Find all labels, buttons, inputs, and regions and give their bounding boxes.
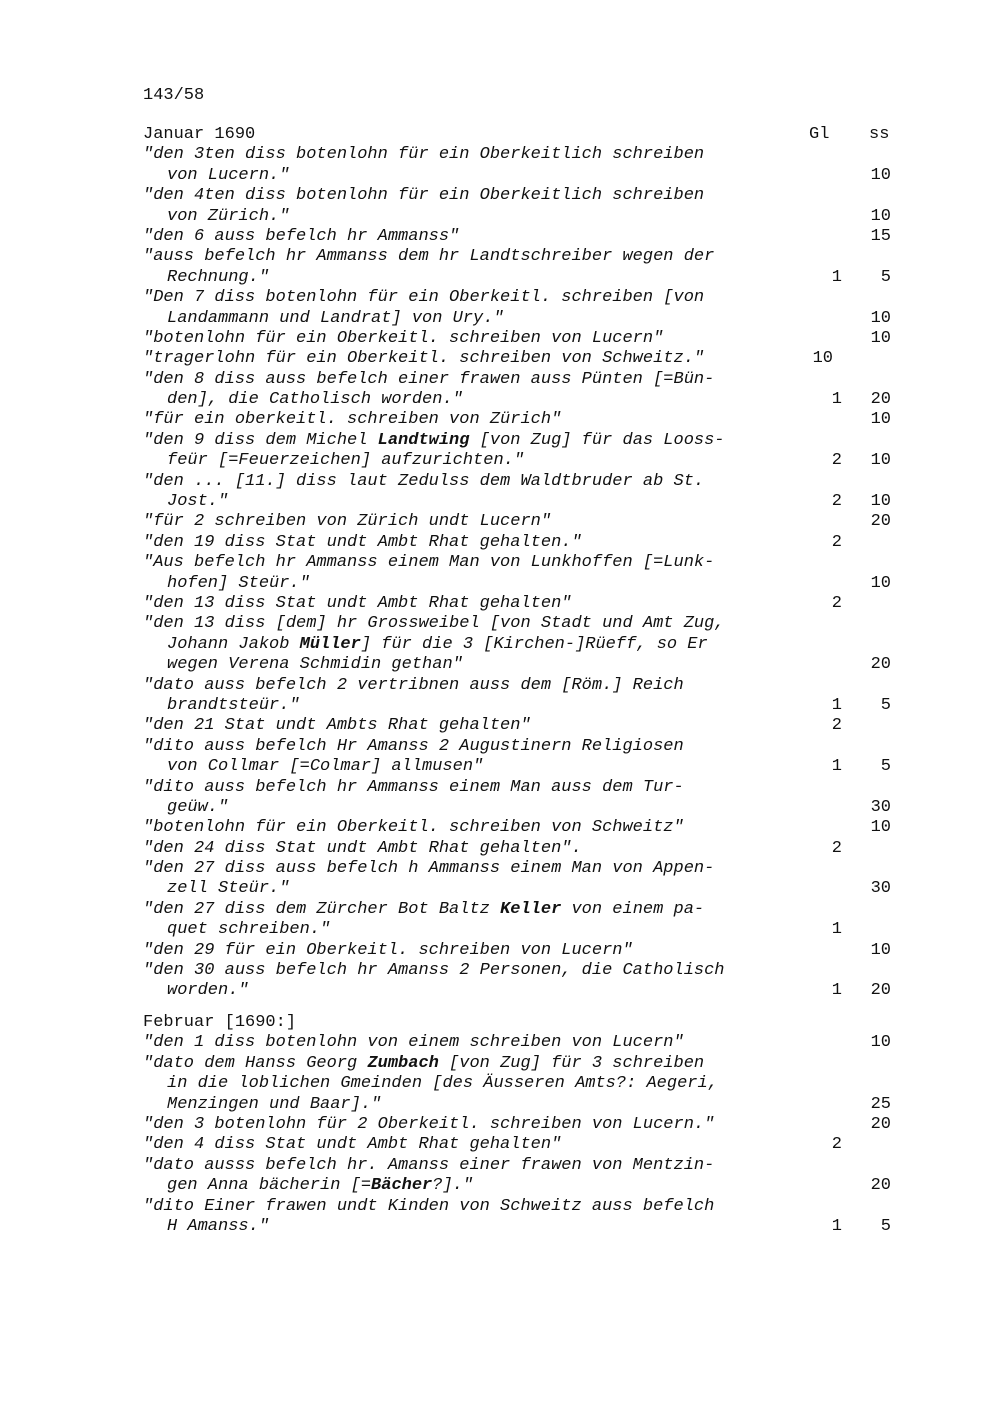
february-section — [143, 1013, 903, 1237]
entry-text: "dato auss befelch 2 vertribnen auss dem [Röm.] Reich — [143, 675, 684, 695]
entry-text: von Lucern." — [167, 165, 290, 185]
january-entry-line — [143, 859, 903, 879]
entry-text: "den 21 Stat undt Ambts Rhat gehalten" — [143, 716, 531, 736]
entry-text-part: "den 9 diss dem Michel — [143, 430, 378, 450]
entry-text-part: "den 27 diss dem Zürcher Bot Baltz — [143, 899, 501, 919]
february-entry-line — [143, 1135, 903, 1155]
entry-text: "den 13 diss Stat undt Ambt Rhat gehalten" — [143, 593, 572, 613]
amount-schilling: 5 — [880, 757, 891, 777]
january-heading: Januar 1690 — [143, 125, 256, 144]
entry-text: "dito auss befelch Hr Amanss 2 Augustinern Religiosen — [143, 736, 684, 756]
entry-text-part: Johann Jakob — [167, 634, 300, 654]
amount-schilling: 10 — [870, 492, 891, 512]
january-entry-line — [143, 696, 903, 716]
january-entry-line — [143, 635, 903, 655]
entry-text — [167, 635, 708, 655]
entry-text: den], die Catholisch worden." — [167, 390, 463, 410]
entry-text-part: ?]." — [432, 1176, 474, 1196]
entry-text: "den 30 auss befelch hr Amanss 2 Personen, die Catholisch — [143, 961, 725, 981]
january-entry-line — [143, 594, 903, 614]
entry-text: "den 3 botenlohn für 2 Oberkeitl. schreiben von Lucern." — [143, 1114, 715, 1134]
january-entry-line — [143, 309, 903, 329]
january-entry-line — [143, 329, 903, 349]
february-entries — [143, 1033, 903, 1237]
amount-schilling: 5 — [880, 267, 891, 287]
entry-text: "den 29 für ein Oberkeitl. schreiben von Lucern" — [143, 940, 633, 960]
amount-schilling: 20 — [870, 390, 891, 410]
entry-text: "den 13 diss [dem] hr Grossweibel [von Stadt und Amt Zug, — [143, 614, 725, 634]
january-entry-line — [143, 553, 903, 573]
january-entry-line — [143, 818, 903, 838]
january-entry-line — [143, 227, 903, 247]
entry-text: wegen Verena Schmidin gethan" — [167, 655, 463, 675]
entry-text: brandtsteür." — [167, 695, 300, 715]
amount-gulden: 2 — [831, 492, 842, 512]
amount-gulden: 2 — [831, 532, 842, 552]
amount-gulden: 2 — [831, 1135, 842, 1155]
amount-schilling: 10 — [870, 451, 891, 471]
february-heading: Februar [1690:] — [143, 1013, 297, 1032]
entry-text — [143, 900, 704, 920]
entry-text: "den 8 diss auss befelch einer frawen auss Pünten [=Bün- — [143, 369, 715, 389]
entry-text: "den 1 diss botenlohn von einem schreiben von Lucern" — [143, 1033, 684, 1053]
amount-schilling: 10 — [870, 308, 891, 328]
february-entry-line — [143, 1074, 903, 1094]
amount-schilling: 30 — [870, 797, 891, 817]
entry-text: "den 3ten diss botenlohn für ein Oberkeitlich schreiben — [143, 145, 705, 165]
entry-text: "den 27 diss auss befelch h Ammanss einem Man von Appen- — [143, 859, 715, 879]
january-entry-line — [143, 757, 903, 777]
january-entry-line — [143, 920, 903, 940]
february-entry-line — [143, 1095, 903, 1115]
amount-schilling: 25 — [870, 1094, 891, 1114]
amount-schilling: 10 — [870, 1033, 891, 1053]
january-entry-line — [143, 390, 903, 410]
entry-text: H Amanss." — [167, 1216, 270, 1236]
january-entry-line — [143, 472, 903, 492]
january-entry-line — [143, 247, 903, 267]
amount-schilling: 30 — [870, 879, 891, 899]
january-entry-line — [143, 268, 903, 288]
person-name-bold: Landtwing — [377, 430, 470, 450]
january-entry-line — [143, 614, 903, 634]
amount-schilling: 10 — [870, 573, 891, 593]
amount-schilling: 20 — [870, 1114, 891, 1134]
entry-text: "den 24 diss Stat undt Ambt Rhat gehalten". — [143, 838, 582, 858]
january-entry-line — [143, 166, 903, 186]
entry-text: Rechnung." — [167, 267, 270, 287]
amount-schilling: 20 — [870, 981, 891, 1001]
january-entry-line — [143, 492, 903, 512]
entry-text-part: "dato dem Hanss Georg — [143, 1053, 368, 1073]
entry-text-part: [von Zug] für das Looss- — [469, 430, 725, 450]
entry-text: "den 4 diss Stat undt Ambt Rhat gehalten" — [143, 1135, 562, 1155]
february-entry-line — [143, 1115, 903, 1135]
column-header-gl: Gl — [809, 125, 830, 144]
entry-text: "auss befelch hr Ammanss dem hr Landtschreiber wegen der — [143, 247, 715, 267]
amount-schilling: 10 — [870, 328, 891, 348]
amount-schilling: 5 — [880, 1216, 891, 1236]
amount-gulden: 10 — [812, 349, 833, 369]
entry-text: "den 4ten diss botenlohn für ein Oberkeitlich schreiben — [143, 186, 705, 206]
january-entry-line — [143, 349, 903, 369]
entry-text: Menzingen und Baar]." — [167, 1094, 382, 1114]
january-section — [143, 125, 903, 1002]
january-entry-line — [143, 941, 903, 961]
amount-schilling: 10 — [870, 410, 891, 430]
entry-text: von Collmar [=Colmar] allmusen" — [167, 757, 484, 777]
january-entry-line — [143, 533, 903, 553]
amount-gulden: 1 — [831, 920, 842, 940]
february-entry-line — [143, 1197, 903, 1217]
entry-text: "tragerlohn für ein Oberkeitl. schreiben von Schweitz." — [143, 349, 705, 369]
amount-schilling: 20 — [870, 1176, 891, 1196]
january-entry-line — [143, 778, 903, 798]
entry-text: "dito auss befelch hr Ammanss einem Man auss dem Tur- — [143, 777, 684, 797]
amount-gulden: 1 — [831, 267, 842, 287]
january-entry-line — [143, 207, 903, 227]
january-heading-row — [143, 125, 903, 145]
amount-gulden: 1 — [831, 981, 842, 1001]
entry-text-part: ] für die 3 [Kirchen-]Rüeff, so Er — [360, 634, 708, 654]
january-entry-line — [143, 900, 903, 920]
january-entry-line — [143, 676, 903, 696]
entry-text: "den ... [11.] diss laut Zedulss dem Waldtbruder ab St. — [143, 471, 705, 491]
entry-text: "Aus befelch hr Ammanss einem Man von Lunkhoffen [=Lunk- — [143, 553, 715, 573]
amount-gulden: 1 — [831, 1216, 842, 1236]
entry-text: "botenlohn für ein Oberkeitl. schreiben von Schweitz" — [143, 818, 684, 838]
page-number: 143/58 — [143, 86, 205, 105]
february-entry-line — [143, 1033, 903, 1053]
january-entry-line — [143, 798, 903, 818]
entry-text — [143, 431, 725, 451]
person-name-bold: Müller — [299, 634, 361, 654]
entry-text: "Den 7 diss botenlohn für ein Oberkeitl. schreiben [von — [143, 288, 705, 308]
amount-schilling: 10 — [870, 206, 891, 226]
february-entry-line — [143, 1054, 903, 1074]
person-name-bold: Zumbach — [367, 1053, 439, 1073]
entry-text-part: [von Zug] für 3 schreiben — [438, 1053, 705, 1073]
january-entry-line — [143, 981, 903, 1001]
entry-text-part: von einem pa- — [561, 899, 705, 919]
entry-text — [167, 1176, 473, 1196]
entry-text: zell Steür." — [167, 879, 290, 899]
entry-text: geüw." — [167, 797, 229, 817]
amount-gulden: 1 — [831, 695, 842, 715]
column-header-ss: ss — [869, 125, 890, 144]
amount-gulden: 2 — [831, 838, 842, 858]
entry-text: worden." — [167, 981, 249, 1001]
entry-text: "für ein oberkeitl. schreiben von Zürich" — [143, 410, 562, 430]
entry-text: "den 6 auss befelch hr Ammanss" — [143, 226, 460, 246]
entry-text: "den 19 diss Stat undt Ambt Rhat gehalten." — [143, 532, 582, 552]
january-entry-line — [143, 716, 903, 736]
entry-text: Jost." — [167, 492, 229, 512]
amount-schilling: 10 — [870, 818, 891, 838]
january-entry-line — [143, 186, 903, 206]
amount-schilling: 10 — [870, 940, 891, 960]
january-entry-line — [143, 431, 903, 451]
entry-text: quet schreiben." — [167, 920, 331, 940]
january-entry-line — [143, 288, 903, 308]
january-entry-line — [143, 512, 903, 532]
amount-schilling: 20 — [870, 512, 891, 532]
entry-text: "dato ausss befelch hr. Amanss einer frawen von Mentzin- — [143, 1155, 715, 1175]
amount-gulden: 2 — [831, 593, 842, 613]
january-entry-line — [143, 145, 903, 165]
entry-text: in die loblichen Gmeinden [des Äusseren Amts?: Aegeri, — [167, 1074, 718, 1094]
entry-text-part: gen Anna bächerin [= — [167, 1176, 372, 1196]
january-entry-line — [143, 655, 903, 675]
january-entries — [143, 145, 903, 1001]
january-entry-line — [143, 410, 903, 430]
entry-text: "dito Einer frawen undt Kinden von Schweitz auss befelch — [143, 1196, 715, 1216]
january-entry-line — [143, 574, 903, 594]
amount-schilling: 5 — [880, 695, 891, 715]
amount-gulden: 2 — [831, 716, 842, 736]
january-entry-line — [143, 839, 903, 859]
january-entry-line — [143, 451, 903, 471]
february-heading-row — [143, 1013, 903, 1033]
january-entry-line — [143, 879, 903, 899]
january-entry-line — [143, 737, 903, 757]
amount-gulden: 2 — [831, 451, 842, 471]
entry-text: Landammann und Landrat] von Ury." — [167, 308, 504, 328]
entry-text — [143, 1054, 704, 1074]
january-entry-line — [143, 370, 903, 390]
february-entry-line — [143, 1217, 903, 1237]
person-name-bold: Bächer — [371, 1176, 433, 1196]
entry-text: "für 2 schreiben von Zürich undt Lucern" — [143, 512, 552, 532]
february-entry-line — [143, 1156, 903, 1176]
amount-schilling: 20 — [870, 655, 891, 675]
entry-text: von Zürich." — [167, 206, 290, 226]
february-entry-line — [143, 1176, 903, 1196]
person-name-bold: Keller — [500, 899, 562, 919]
entry-text: hofen] Steür." — [167, 573, 310, 593]
amount-gulden: 1 — [831, 390, 842, 410]
amount-schilling: 10 — [870, 165, 891, 185]
entry-text: feür [=Feuerzeichen] aufzurichten." — [167, 451, 525, 471]
entry-text: "botenlohn für ein Oberkeitl. schreiben von Lucern" — [143, 328, 664, 348]
amount-schilling: 15 — [870, 226, 891, 246]
amount-gulden: 1 — [831, 757, 842, 777]
january-entry-line — [143, 961, 903, 981]
